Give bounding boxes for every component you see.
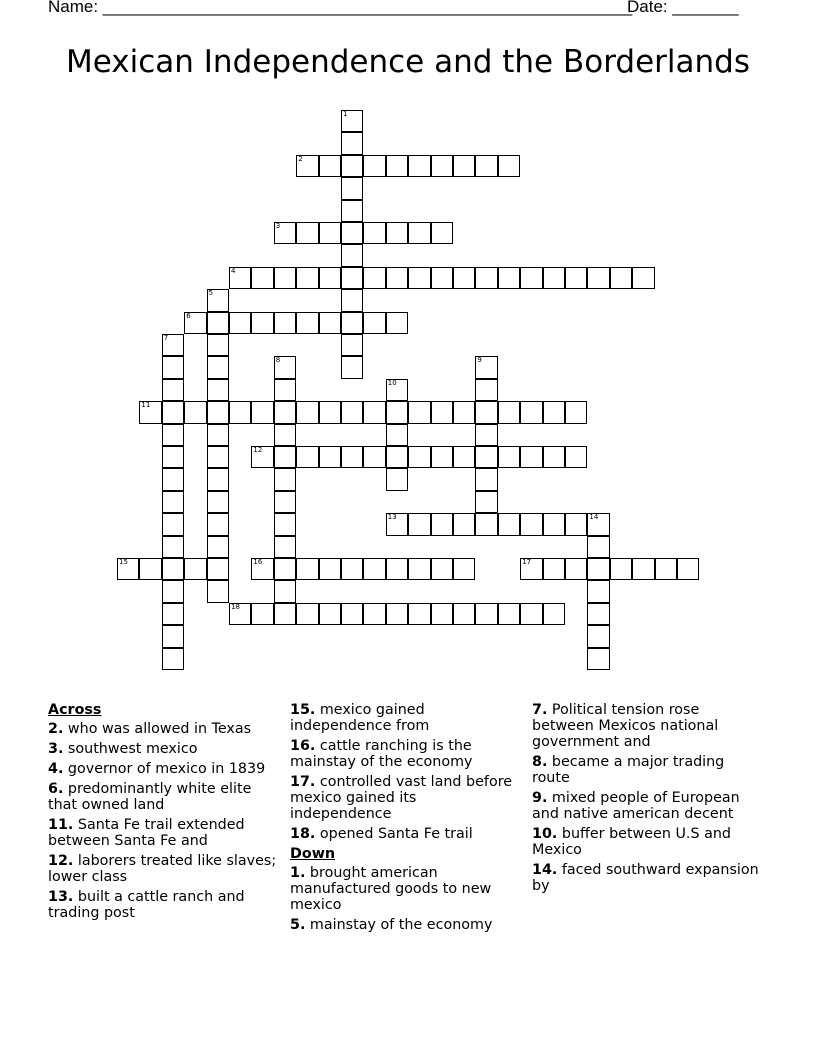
crossword-cell[interactable] <box>431 513 453 535</box>
clue-number-label: 12 <box>253 446 263 454</box>
crossword-cell[interactable] <box>229 267 251 289</box>
crossword-cell[interactable] <box>363 155 385 177</box>
crossword-cell[interactable] <box>363 312 385 334</box>
crossword-cell[interactable] <box>498 446 520 468</box>
clue-number-label: 4 <box>231 266 236 275</box>
clue-text: built a cattle ranch and trading post <box>48 889 245 921</box>
clue-number: 9. <box>532 790 548 806</box>
crossword-cell[interactable] <box>207 424 229 446</box>
date-field-line: Date: _______ <box>627 0 739 16</box>
crossword-cell[interactable] <box>386 513 408 535</box>
clue-3 <box>48 741 278 757</box>
crossword-cell[interactable] <box>520 603 542 625</box>
crossword-cell[interactable] <box>543 267 565 289</box>
clue-number: 13. <box>48 889 74 905</box>
crossword-cell[interactable] <box>184 312 206 334</box>
clue-14 <box>532 862 762 894</box>
crossword-cell[interactable] <box>251 603 273 625</box>
crossword-cell[interactable] <box>543 558 565 580</box>
clue-17 <box>290 774 520 822</box>
crossword-cell[interactable] <box>431 603 453 625</box>
crossword-cell[interactable] <box>341 356 363 378</box>
crossword-cell[interactable] <box>498 267 520 289</box>
crossword-cell[interactable] <box>386 155 408 177</box>
crossword-cell[interactable] <box>408 401 430 423</box>
crossword-cell[interactable] <box>274 603 296 625</box>
clue-number: 17. <box>290 774 316 790</box>
crossword-cell[interactable] <box>296 222 318 244</box>
crossword-cell[interactable] <box>319 446 341 468</box>
crossword-cell[interactable] <box>341 222 363 244</box>
clue-text: buffer between U.S and Mexico <box>532 826 731 858</box>
crossword-cell[interactable] <box>408 446 430 468</box>
clue-12 <box>48 853 278 885</box>
clue-number: 1. <box>290 865 306 881</box>
crossword-cell[interactable] <box>274 401 296 423</box>
clue-15 <box>290 702 520 734</box>
across-heading: Across <box>48 702 102 718</box>
clue-8 <box>532 754 762 786</box>
clue-number-label: 7 <box>163 334 169 342</box>
crossword-cell[interactable] <box>274 491 296 513</box>
crossword-cell[interactable] <box>655 558 677 580</box>
crossword-cell[interactable] <box>363 222 385 244</box>
crossword-cell[interactable] <box>207 513 229 535</box>
crossword-cell[interactable] <box>341 177 363 199</box>
crossword-cell[interactable] <box>408 603 430 625</box>
clue-number: 4. <box>48 761 64 777</box>
clue-10 <box>532 826 762 858</box>
down-clue-list <box>290 865 520 933</box>
crossword-cell[interactable] <box>274 222 296 244</box>
crossword-cell[interactable] <box>319 603 341 625</box>
crossword-cell[interactable] <box>251 401 273 423</box>
crossword-cell[interactable] <box>251 446 273 468</box>
crossword-cell[interactable] <box>565 267 587 289</box>
clue-text: governor of mexico in 1839 <box>63 761 266 777</box>
crossword-cell[interactable] <box>251 312 273 334</box>
crossword-cell[interactable] <box>296 155 318 177</box>
crossword-cell[interactable] <box>475 468 497 490</box>
crossword-cell[interactable] <box>251 558 273 580</box>
crossword-cell[interactable] <box>475 446 497 468</box>
clue-number: 18. <box>290 826 316 842</box>
crossword-cell[interactable] <box>520 513 542 535</box>
crossword-cell[interactable] <box>296 401 318 423</box>
clue-number-label: 6 <box>186 311 191 320</box>
crossword-cell[interactable] <box>475 424 497 446</box>
crossword-cell[interactable] <box>386 222 408 244</box>
crossword-cell[interactable] <box>386 468 408 490</box>
crossword-cell[interactable] <box>341 110 363 132</box>
clue-5 <box>290 917 520 933</box>
crossword-cell[interactable] <box>296 558 318 580</box>
crossword-cell[interactable] <box>162 468 184 490</box>
crossword-cell[interactable] <box>498 401 520 423</box>
clue-number: 14. <box>532 862 558 878</box>
crossword-cell[interactable] <box>565 513 587 535</box>
crossword-cell[interactable] <box>296 312 318 334</box>
crossword-cell[interactable] <box>207 468 229 490</box>
crossword-cell[interactable] <box>363 558 385 580</box>
crossword-cell[interactable] <box>296 603 318 625</box>
crossword-cell[interactable] <box>475 401 497 423</box>
crossword-cell[interactable] <box>274 356 296 378</box>
crossword-cell[interactable] <box>207 334 229 356</box>
crossword-cell[interactable] <box>274 379 296 401</box>
crossword-cell[interactable] <box>139 558 161 580</box>
crossword-cell[interactable] <box>475 603 497 625</box>
crossword-cell[interactable] <box>610 267 632 289</box>
crossword-cell[interactable] <box>386 312 408 334</box>
crossword-cell[interactable] <box>117 558 139 580</box>
page-title: Mexican Independence and the Borderlands <box>66 44 750 80</box>
crossword-cell[interactable] <box>229 401 251 423</box>
crossword-cell[interactable] <box>207 446 229 468</box>
crossword-cell[interactable] <box>520 267 542 289</box>
crossword-cell[interactable] <box>207 356 229 378</box>
crossword-cell[interactable] <box>632 267 654 289</box>
crossword-cell[interactable] <box>408 222 430 244</box>
crossword-cell[interactable] <box>274 558 296 580</box>
crossword-cell[interactable] <box>274 513 296 535</box>
crossword-cell[interactable] <box>363 401 385 423</box>
crossword-cell[interactable] <box>274 468 296 490</box>
crossword-cell[interactable] <box>207 379 229 401</box>
crossword-cell[interactable] <box>386 267 408 289</box>
crossword-cell[interactable] <box>431 155 453 177</box>
clue-text: opened Santa Fe trail <box>315 826 473 842</box>
crossword-cell[interactable] <box>341 312 363 334</box>
crossword-cell[interactable] <box>475 356 497 378</box>
across-clue-list-continued <box>290 702 520 842</box>
clue-number: 11. <box>48 817 74 833</box>
clue-number-label: 17 <box>522 558 532 566</box>
crossword-cell[interactable] <box>520 446 542 468</box>
crossword-cell[interactable] <box>543 603 565 625</box>
crossword-cell[interactable] <box>587 625 609 647</box>
clue-text: who was allowed in Texas <box>63 721 252 737</box>
clue-4 <box>48 761 278 777</box>
clues-column-3 <box>532 702 762 898</box>
crossword-cell[interactable] <box>341 603 363 625</box>
clue-number-label: 8 <box>275 356 281 365</box>
crossword-cell[interactable] <box>543 513 565 535</box>
crossword-cell[interactable] <box>341 200 363 222</box>
crossword-cell[interactable] <box>319 267 341 289</box>
clue-number-label: 10 <box>387 378 397 387</box>
crossword-cell[interactable] <box>341 334 363 356</box>
crossword-cell[interactable] <box>207 580 229 602</box>
crossword-cell[interactable] <box>184 558 206 580</box>
clue-text: mixed people of European and native american decent <box>532 790 740 822</box>
crossword-cell[interactable] <box>251 267 273 289</box>
clue-text: Santa Fe trail extended between Santa Fe and <box>48 817 245 849</box>
crossword-cell[interactable] <box>610 558 632 580</box>
crossword-cell[interactable] <box>162 356 184 378</box>
crossword-cell[interactable] <box>207 536 229 558</box>
crossword-cell[interactable] <box>341 558 363 580</box>
crossword-cell[interactable] <box>341 401 363 423</box>
crossword-cell[interactable] <box>386 558 408 580</box>
crossword-cell[interactable] <box>587 536 609 558</box>
clue-number-label: 15 <box>119 558 128 566</box>
crossword-cell[interactable] <box>543 446 565 468</box>
crossword-cell[interactable] <box>520 558 542 580</box>
crossword-cell[interactable] <box>453 267 475 289</box>
across-clue-list <box>48 721 278 921</box>
crossword-cell[interactable] <box>431 222 453 244</box>
crossword-cell[interactable] <box>229 312 251 334</box>
crossword-cell[interactable] <box>162 580 184 602</box>
clue-11 <box>48 817 278 849</box>
crossword-cell[interactable] <box>453 155 475 177</box>
crossword-cell[interactable] <box>475 155 497 177</box>
crossword-cell[interactable] <box>162 401 184 423</box>
crossword-cell[interactable] <box>274 446 296 468</box>
crossword-cell[interactable] <box>587 558 609 580</box>
crossword-cell[interactable] <box>162 446 184 468</box>
crossword-cell[interactable] <box>274 424 296 446</box>
clue-number-label: 2 <box>298 154 303 163</box>
crossword-cell[interactable] <box>319 558 341 580</box>
crossword-cell[interactable] <box>386 379 408 401</box>
crossword-cell[interactable] <box>453 446 475 468</box>
crossword-cell[interactable] <box>453 401 475 423</box>
crossword-cell[interactable] <box>341 132 363 154</box>
crossword-cell[interactable] <box>319 401 341 423</box>
crossword-cell[interactable] <box>498 513 520 535</box>
clue-text: mexico gained independence from <box>290 702 430 734</box>
clue-number: 8. <box>532 754 548 770</box>
crossword-cell[interactable] <box>162 625 184 647</box>
clue-6 <box>48 781 278 813</box>
crossword-cell[interactable] <box>363 603 385 625</box>
crossword-cell[interactable] <box>162 648 184 670</box>
clue-13 <box>48 889 278 921</box>
clue-number: 12. <box>48 853 74 869</box>
crossword-cell[interactable] <box>587 580 609 602</box>
clue-number: 3. <box>48 741 64 757</box>
clue-number-label: 11 <box>141 401 151 410</box>
crossword-cell[interactable] <box>475 491 497 513</box>
clue-number-label: 9 <box>477 356 482 365</box>
crossword-cell[interactable] <box>363 267 385 289</box>
crossword-cell[interactable] <box>162 536 184 558</box>
crossword-cell[interactable] <box>274 536 296 558</box>
clue-text: became a major trading route <box>532 754 725 786</box>
crossword-cell[interactable] <box>139 401 161 423</box>
clue-text: mainstay of the economy <box>305 917 493 933</box>
crossword-cell[interactable] <box>162 558 184 580</box>
crossword-cell[interactable] <box>475 379 497 401</box>
crossword-cell[interactable] <box>453 558 475 580</box>
crossword-cell[interactable] <box>475 513 497 535</box>
crossword-cell[interactable] <box>341 267 363 289</box>
crossword-cell[interactable] <box>296 267 318 289</box>
clue-7 <box>532 702 762 750</box>
clue-text: cattle ranching is the mainstay of the economy <box>290 738 473 770</box>
crossword-cell[interactable] <box>408 513 430 535</box>
crossword-cell[interactable] <box>274 312 296 334</box>
crossword-cell[interactable] <box>408 267 430 289</box>
crossword-cell[interactable] <box>677 558 699 580</box>
clue-2 <box>48 721 278 737</box>
clue-1 <box>290 865 520 913</box>
crossword-cell[interactable] <box>453 603 475 625</box>
crossword-cell[interactable] <box>587 513 609 535</box>
clue-number-label: 18 <box>231 602 240 611</box>
crossword-cell[interactable] <box>587 648 609 670</box>
crossword-cell[interactable] <box>587 603 609 625</box>
clue-number: 10. <box>532 826 558 842</box>
crossword-cell[interactable] <box>184 401 206 423</box>
clue-9 <box>532 790 762 822</box>
crossword-cell[interactable] <box>207 289 229 311</box>
crossword-cell[interactable] <box>319 155 341 177</box>
clue-16 <box>290 738 520 770</box>
crossword-cell[interactable] <box>207 491 229 513</box>
clue-number-label: 1 <box>343 110 348 118</box>
crossword-cell[interactable] <box>386 603 408 625</box>
crossword-cell[interactable] <box>565 401 587 423</box>
crossword-cell[interactable] <box>475 267 497 289</box>
clue-number: 2. <box>48 721 64 737</box>
crossword-cell[interactable] <box>319 312 341 334</box>
crossword-cell[interactable] <box>207 312 229 334</box>
crossword-cell[interactable] <box>408 155 430 177</box>
clue-number: 15. <box>290 702 316 718</box>
down-clue-list-continued <box>532 702 762 894</box>
crossword-cell[interactable] <box>431 267 453 289</box>
clue-text: predominantly white elite that owned land <box>48 781 252 813</box>
crossword-cell[interactable] <box>565 558 587 580</box>
clue-number-label: 13 <box>387 513 397 522</box>
crossword-cell[interactable] <box>274 267 296 289</box>
crossword-cell[interactable] <box>341 244 363 266</box>
crossword-cell[interactable] <box>565 446 587 468</box>
clue-number: 7. <box>532 702 548 718</box>
crossword-cell[interactable] <box>162 334 184 356</box>
crossword-cell[interactable] <box>408 558 430 580</box>
crossword-cell[interactable] <box>341 289 363 311</box>
crossword-cell[interactable] <box>274 580 296 602</box>
crossword-cell[interactable] <box>386 446 408 468</box>
clue-number: 5. <box>290 917 306 933</box>
down-heading: Down <box>290 846 336 862</box>
clue-text: brought american manufactured goods to new mexico <box>290 865 492 913</box>
crossword-cell[interactable] <box>296 446 318 468</box>
clue-18 <box>290 826 520 842</box>
crossword-cell[interactable] <box>587 267 609 289</box>
crossword-cell[interactable] <box>162 513 184 535</box>
crossword-cell[interactable] <box>162 379 184 401</box>
clue-number-label: 14 <box>589 513 599 522</box>
crossword-cell[interactable] <box>453 513 475 535</box>
crossword-cell[interactable] <box>431 401 453 423</box>
crossword-cell[interactable] <box>363 446 385 468</box>
clue-number: 6. <box>48 781 64 797</box>
clue-number-label: 3 <box>275 222 281 230</box>
clue-number: 16. <box>290 738 316 754</box>
crossword-cell[interactable] <box>341 155 363 177</box>
clue-text: controlled vast land before mexico gained its independence <box>290 774 513 822</box>
clue-text: faced southward expansion by <box>532 862 759 894</box>
crossword-cell[interactable] <box>229 603 251 625</box>
clue-text: Political tension rose between Mexicos national government and <box>532 702 719 750</box>
clue-text: southwest mexico <box>63 741 198 757</box>
crossword-cell[interactable] <box>632 558 654 580</box>
crossword-cell[interactable] <box>207 401 229 423</box>
crossword-cell[interactable] <box>162 491 184 513</box>
crossword-cell[interactable] <box>162 424 184 446</box>
crossword-cell[interactable] <box>162 603 184 625</box>
crossword-cell[interactable] <box>319 222 341 244</box>
crossword-cell[interactable] <box>543 401 565 423</box>
crossword-cell[interactable] <box>207 558 229 580</box>
clue-number-label: 16 <box>253 558 263 566</box>
crossword-cell[interactable] <box>498 603 520 625</box>
clue-number-label: 5 <box>208 289 214 298</box>
crossword-cell[interactable] <box>498 155 520 177</box>
clue-text: laborers treated like slaves; lower class <box>48 853 277 885</box>
clues-column-1 <box>48 702 278 925</box>
crossword-cell[interactable] <box>520 401 542 423</box>
crossword-cell[interactable] <box>431 558 453 580</box>
crossword-cell[interactable] <box>341 446 363 468</box>
crossword-cell[interactable] <box>431 446 453 468</box>
clues-column-2 <box>290 702 520 937</box>
crossword-cell[interactable] <box>386 401 408 423</box>
crossword-cell[interactable] <box>386 424 408 446</box>
name-field-line: Name: ________________________________________________________ <box>48 0 633 16</box>
